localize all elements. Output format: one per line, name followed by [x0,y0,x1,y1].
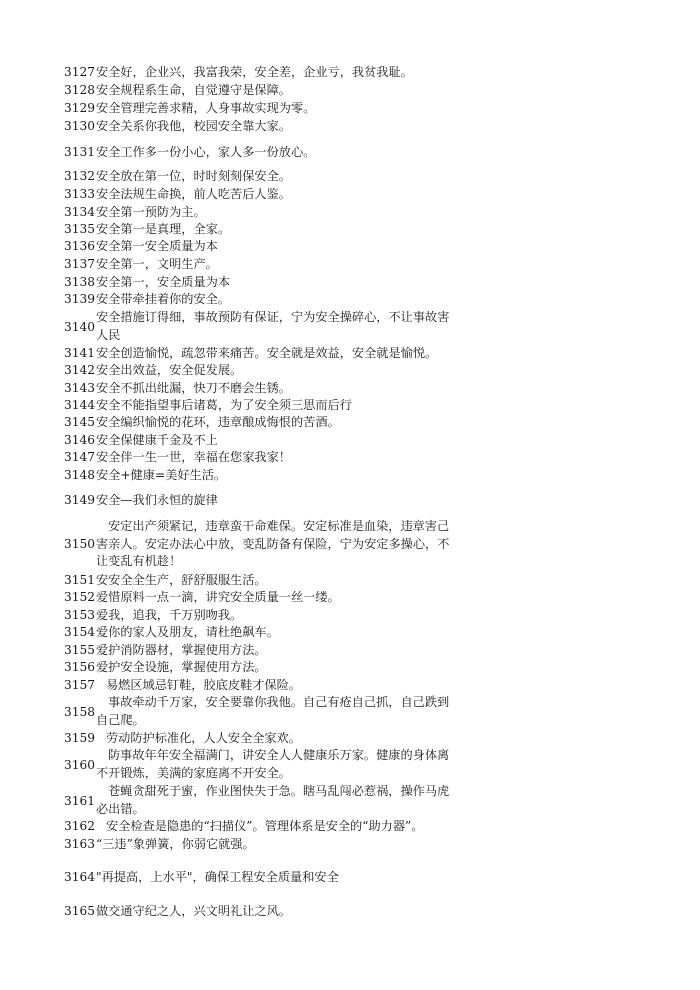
entry-number: 3141 [64,346,96,360]
entry-text: 安全第一，安全质量为本 [96,275,231,289]
entry-number: 3145 [64,415,96,429]
entry-number: 3142 [64,363,96,377]
entry-number: 3160 [64,758,96,772]
entry-text: 安全放在第一位，时时刻刻保安全。 [96,169,291,183]
entry-text: 安全创造愉悦，疏忽带来痛苦。安全就是效益，安全就是愉悦。 [96,346,438,360]
entry-number: 3157 [64,678,96,692]
entry-text: 安全带牵挂着你的安全。 [96,292,231,306]
entry-text: “三违”象弹簧，你弱它就强。 [96,837,255,851]
entry-number: 3143 [64,381,96,395]
entry-text: 安全检查是隐患的“扫描仪”。管理体系是安全的“助力器”。 [106,819,424,833]
entry-text: 安全关系你我他，校园安全靠大家。 [96,119,291,133]
entry-number: 3137 [64,257,96,271]
entry-number: 3146 [64,433,96,447]
entry-text: 安全工作多一份小心，家人多一份放心。 [96,145,316,159]
entry-number: 3140 [64,320,96,334]
list-item [64,783,464,819]
list-item [64,309,464,345]
entry-text: 劳动防护标准化，人人安全全家欢。 [106,731,301,745]
entry-number: 3161 [64,794,96,808]
entry-text: 安全保健康千金及不上 [96,433,218,447]
entry-number: 3130 [64,119,96,133]
entry-number: 3132 [64,169,96,183]
entry-text: 爱惜原料一点一滴，讲究安全质量一丝一缕。 [96,590,340,604]
entry-number: 3147 [64,450,96,464]
entry-number: 3129 [64,101,96,115]
entry-number: 3152 [64,590,96,604]
entry-number: 3134 [64,205,96,219]
entry-number: 3151 [64,573,96,587]
entry-number: 3156 [64,660,96,674]
entry-number: 3162 [64,819,96,833]
list-item [64,518,464,572]
entry-number: 3144 [64,398,96,412]
entry-text: 安全不抓出纰漏，快刀不磨会生锈。 [96,381,291,395]
entry-number: 3131 [64,145,96,159]
entry-number: 3133 [64,187,96,201]
entry-text: 做交通守纪之人，兴文明礼让之风。 [96,904,291,918]
entry-number: 3155 [64,643,96,657]
entry-text: 事故牵动千万家，安全要靠你我他。自己有疮自己抓，自己跌到自己爬。 [96,695,450,727]
entry-text: 安安全全生产，舒舒服服生活。 [96,573,267,587]
entry-text: 防事故年年安全福满门，讲安全人人健康乐万家。健康的身体离不开锻炼，美满的家庭离不开安全。 [96,748,450,780]
entry-number: 3165 [64,904,96,918]
entry-text: 安全第一安全质量为本 [96,239,218,253]
entry-number: 3150 [64,537,96,551]
entry-text: 安全第一，文明生产。 [96,257,218,271]
entry-text: 苍蝇贪甜死于蜜，作业图快失于急。瞎马乱闯必惹祸，操作马虎必出错。 [96,784,450,816]
entry-text: 安全伴一生一世，幸福在您家我家！ [96,450,291,464]
entry-number: 3153 [64,608,96,622]
entry-text: 安全第一预防为主。 [96,205,206,219]
entry-text: 安全出效益，安全促发展。 [96,363,243,377]
entry-number: 3163 [64,837,96,851]
entry-text: 安定出产须紧记，违章蛮干命难保。安定标准是血染，违章害己害亲人。安定办法心中放，变乱防备有保险，宁为安定多操心，不让变乱有机趁！ [96,519,450,568]
entry-text: 安全第一是真理，全家。 [96,222,231,236]
entry-number: 3135 [64,222,96,236]
entry-number: 3158 [64,705,96,719]
entry-number: 3136 [64,239,96,253]
entry-text: 安全—我们永恒的旋律 [96,493,218,507]
entry-text: 爱护消防器材，掌握使用方法。 [96,643,267,657]
entry-text: 安全+健康=美好生活。 [96,468,227,482]
entry-number: 3159 [64,731,96,745]
list-item [64,694,464,730]
entry-number: 3154 [64,625,96,639]
list-item [64,747,464,783]
entry-text: 安全措施订得细，事故预防有保证，宁为安全操碎心，不让事故害人民 [96,310,450,342]
entry-number: 3149 [64,493,96,507]
entry-text: "再提高，上水平"，确保工程安全质量和安全 [96,870,339,884]
entry-text: 安全不能指望事后诸葛，为了安全须三思而后行 [96,398,352,412]
entry-number: 3148 [64,468,96,482]
entry-text: 安全规程系生命，自觉遵守是保障。 [96,83,291,97]
entry-number: 3164 [64,870,96,884]
entry-text: 安全法规生命换，前人吃苦后人鉴。 [96,187,291,201]
entry-text: 爱护安全设施，掌握使用方法。 [96,660,267,674]
entry-text: 安全编织愉悦的花环，违章酿成悔恨的苦酒。 [96,415,340,429]
entry-text: 安全好，企业兴，我富我荣，安全差，企业亏，我贫我耻。 [96,65,413,79]
entry-number: 3139 [64,292,96,306]
entry-text: 爱你的家人及朋友，请杜绝飙车。 [96,625,279,639]
entry-number: 3127 [64,65,96,79]
entry-number: 3138 [64,275,96,289]
entry-text: 易燃区域忌钉鞋，胶底皮鞋才保险。 [106,678,301,692]
entry-text: 爱我，追我，千万别吻我。 [96,608,243,622]
entry-number: 3128 [64,83,96,97]
entry-text: 安全管理完善求精，人身事故实现为零。 [96,101,316,115]
